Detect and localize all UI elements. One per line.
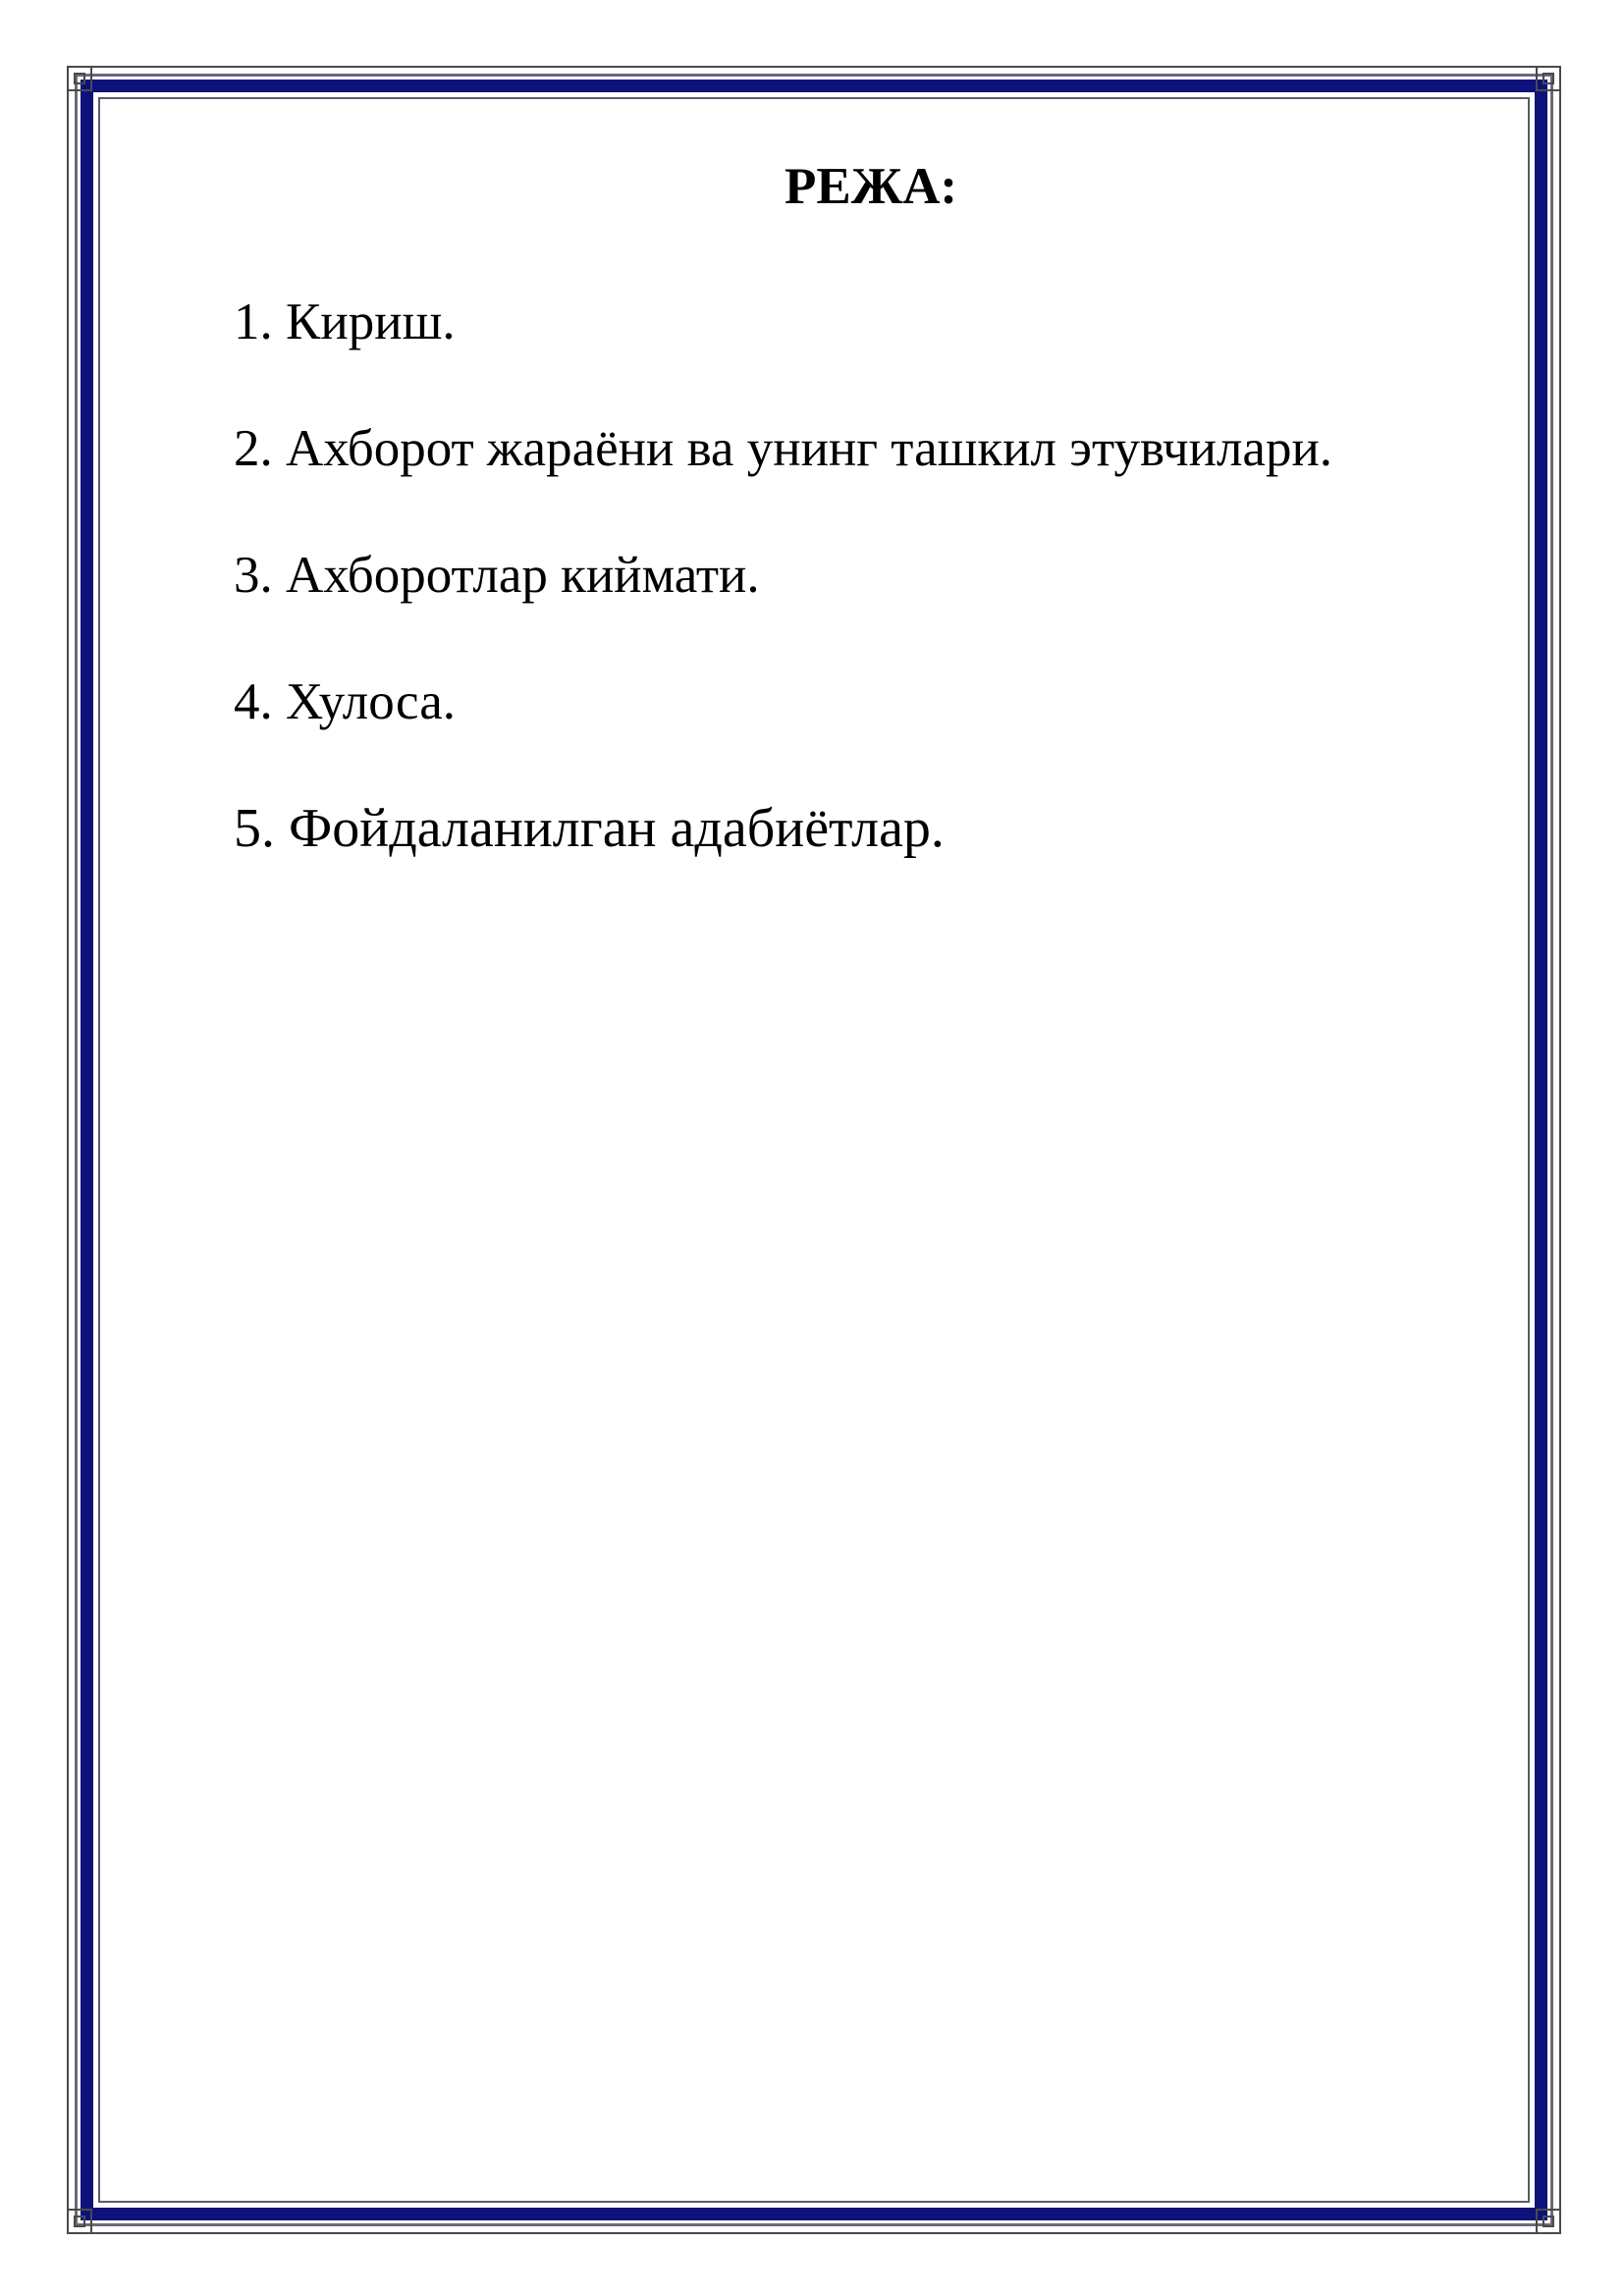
list-item: 5. Фойдаланилган адабиётлар. xyxy=(234,798,945,859)
page-title: РЕЖА: xyxy=(784,158,958,215)
plan-list xyxy=(234,291,1332,924)
list-item: 2. Ахборот жараёни ва унинг ташкил этувчилари. xyxy=(234,420,1333,477)
border-corner-ornament xyxy=(67,2209,92,2234)
list-item: 1. Кириш. xyxy=(234,294,456,350)
list-item: 4. Хулоса. xyxy=(234,673,457,730)
border-corner-ornament xyxy=(67,66,92,91)
border-corner-ornament xyxy=(1536,66,1561,91)
border-corner-ornament xyxy=(1536,2209,1561,2234)
list-item: 3. Ахборотлар киймати. xyxy=(234,547,760,604)
